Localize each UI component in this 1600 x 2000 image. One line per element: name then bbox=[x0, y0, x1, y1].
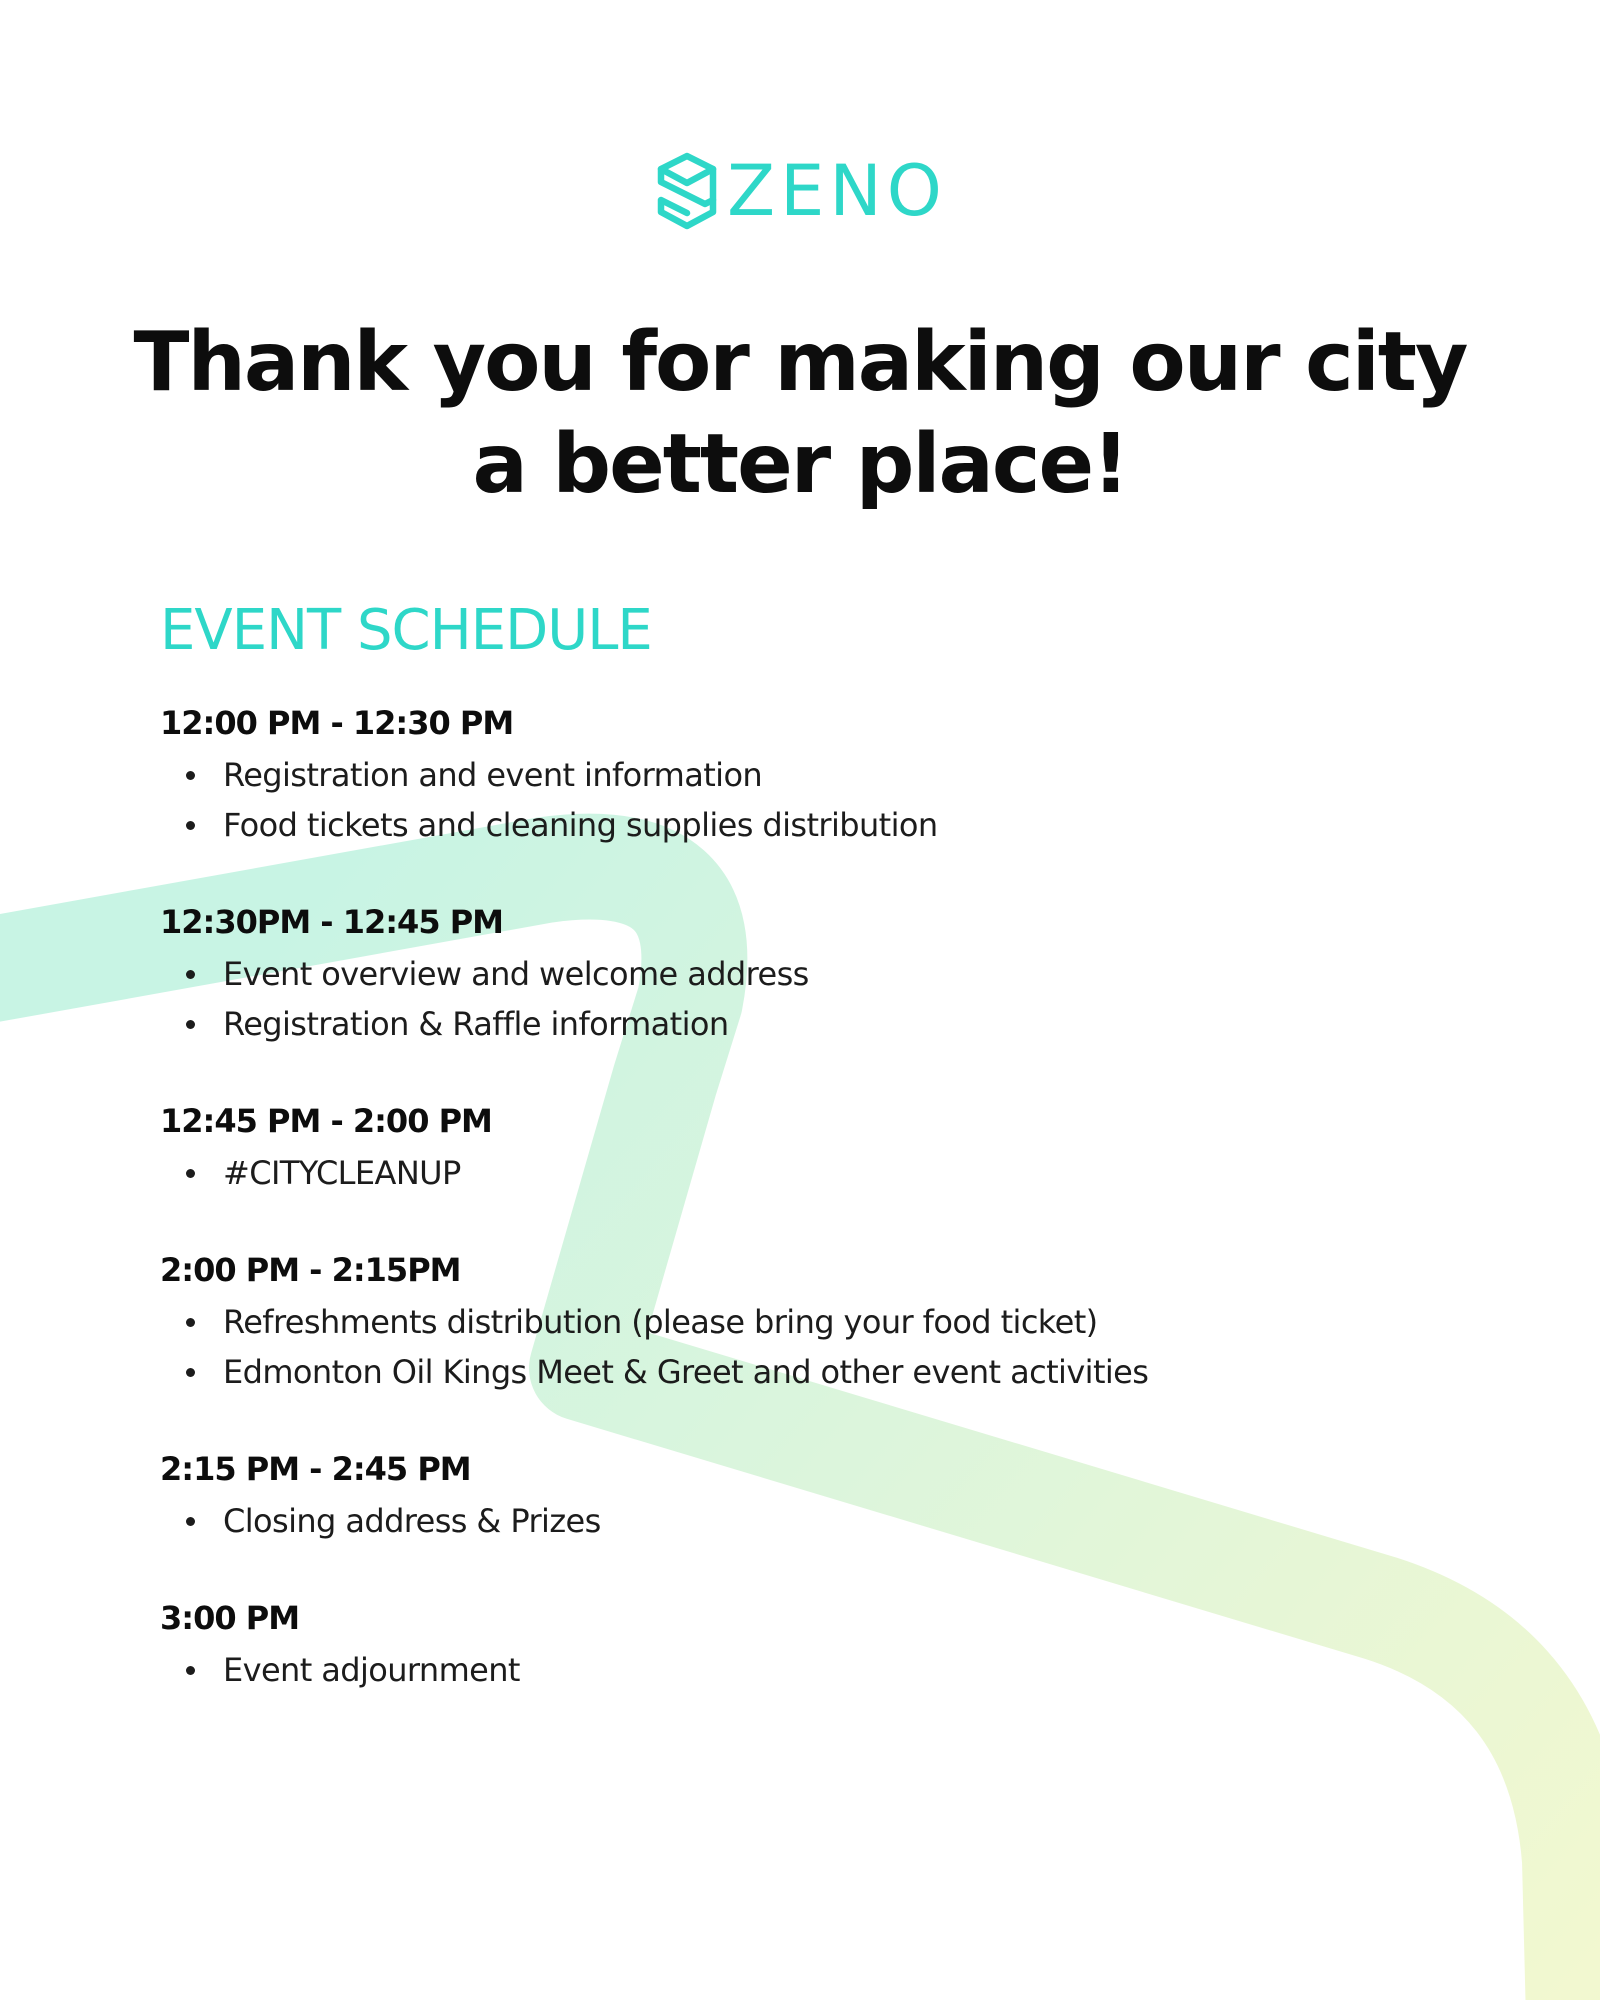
list-item bbox=[160, 1297, 1460, 1347]
slot-time: 2:15 PM - 2:45 PM bbox=[160, 1450, 471, 1488]
list-item bbox=[160, 1496, 1460, 1546]
list-item bbox=[160, 1347, 1460, 1397]
list-item bbox=[160, 999, 1460, 1049]
list-item-text: Closing address & Prizes bbox=[223, 1502, 601, 1540]
list-item-text: #CITYCLEANUP bbox=[223, 1154, 461, 1192]
slot-items bbox=[160, 750, 1460, 850]
schedule-title: EVENT SCHEDULE bbox=[160, 598, 652, 663]
list-item bbox=[160, 1645, 1460, 1695]
zeno-cube-logo-icon bbox=[653, 150, 721, 232]
list-item bbox=[160, 750, 1460, 800]
slot-time: 3:00 PM bbox=[160, 1599, 300, 1637]
slot-items bbox=[160, 949, 1460, 1049]
page-headline bbox=[100, 312, 1500, 516]
schedule-slot bbox=[160, 899, 1460, 1049]
bullet-icon bbox=[186, 1517, 195, 1526]
bullet-icon bbox=[186, 1020, 195, 1029]
schedule-slot bbox=[160, 700, 1460, 850]
schedule-slot bbox=[160, 1446, 1460, 1546]
bullet-icon bbox=[186, 771, 195, 780]
slot-time: 2:00 PM - 2:15PM bbox=[160, 1251, 461, 1289]
slot-items bbox=[160, 1148, 1460, 1198]
schedule-slot bbox=[160, 1595, 1460, 1695]
bullet-icon bbox=[186, 970, 195, 979]
list-item bbox=[160, 800, 1460, 850]
slot-time: 12:30PM - 12:45 PM bbox=[160, 903, 504, 941]
schedule-slot bbox=[160, 1247, 1460, 1397]
bullet-icon bbox=[186, 1169, 195, 1178]
bullet-icon bbox=[186, 821, 195, 830]
list-item bbox=[160, 1148, 1460, 1198]
list-item-text: Registration & Raffle information bbox=[223, 1005, 729, 1043]
list-item bbox=[160, 949, 1460, 999]
slot-items bbox=[160, 1297, 1460, 1397]
list-item-text: Event adjournment bbox=[223, 1651, 520, 1689]
list-item-text: Refreshments distribution (please bring your food ticket) bbox=[223, 1303, 1098, 1341]
list-item-text: Edmonton Oil Kings Meet & Greet and other event activities bbox=[223, 1353, 1149, 1391]
headline-line-1: Thank you for making our city bbox=[133, 315, 1467, 410]
slot-items bbox=[160, 1645, 1460, 1695]
brand-name: ZENO bbox=[727, 150, 947, 232]
event-schedule bbox=[160, 700, 1460, 1744]
bullet-icon bbox=[186, 1318, 195, 1327]
brand-logo bbox=[0, 150, 1600, 232]
slot-items bbox=[160, 1496, 1460, 1546]
bullet-icon bbox=[186, 1666, 195, 1675]
schedule-slot bbox=[160, 1098, 1460, 1198]
headline-line-2: a better place! bbox=[472, 417, 1128, 512]
list-item-text: Event overview and welcome address bbox=[223, 955, 809, 993]
slot-time: 12:45 PM - 2:00 PM bbox=[160, 1102, 492, 1140]
list-item-text: Registration and event information bbox=[223, 756, 763, 794]
list-item-text: Food tickets and cleaning supplies distribution bbox=[223, 806, 938, 844]
bullet-icon bbox=[186, 1368, 195, 1377]
slot-time: 12:00 PM - 12:30 PM bbox=[160, 704, 514, 742]
